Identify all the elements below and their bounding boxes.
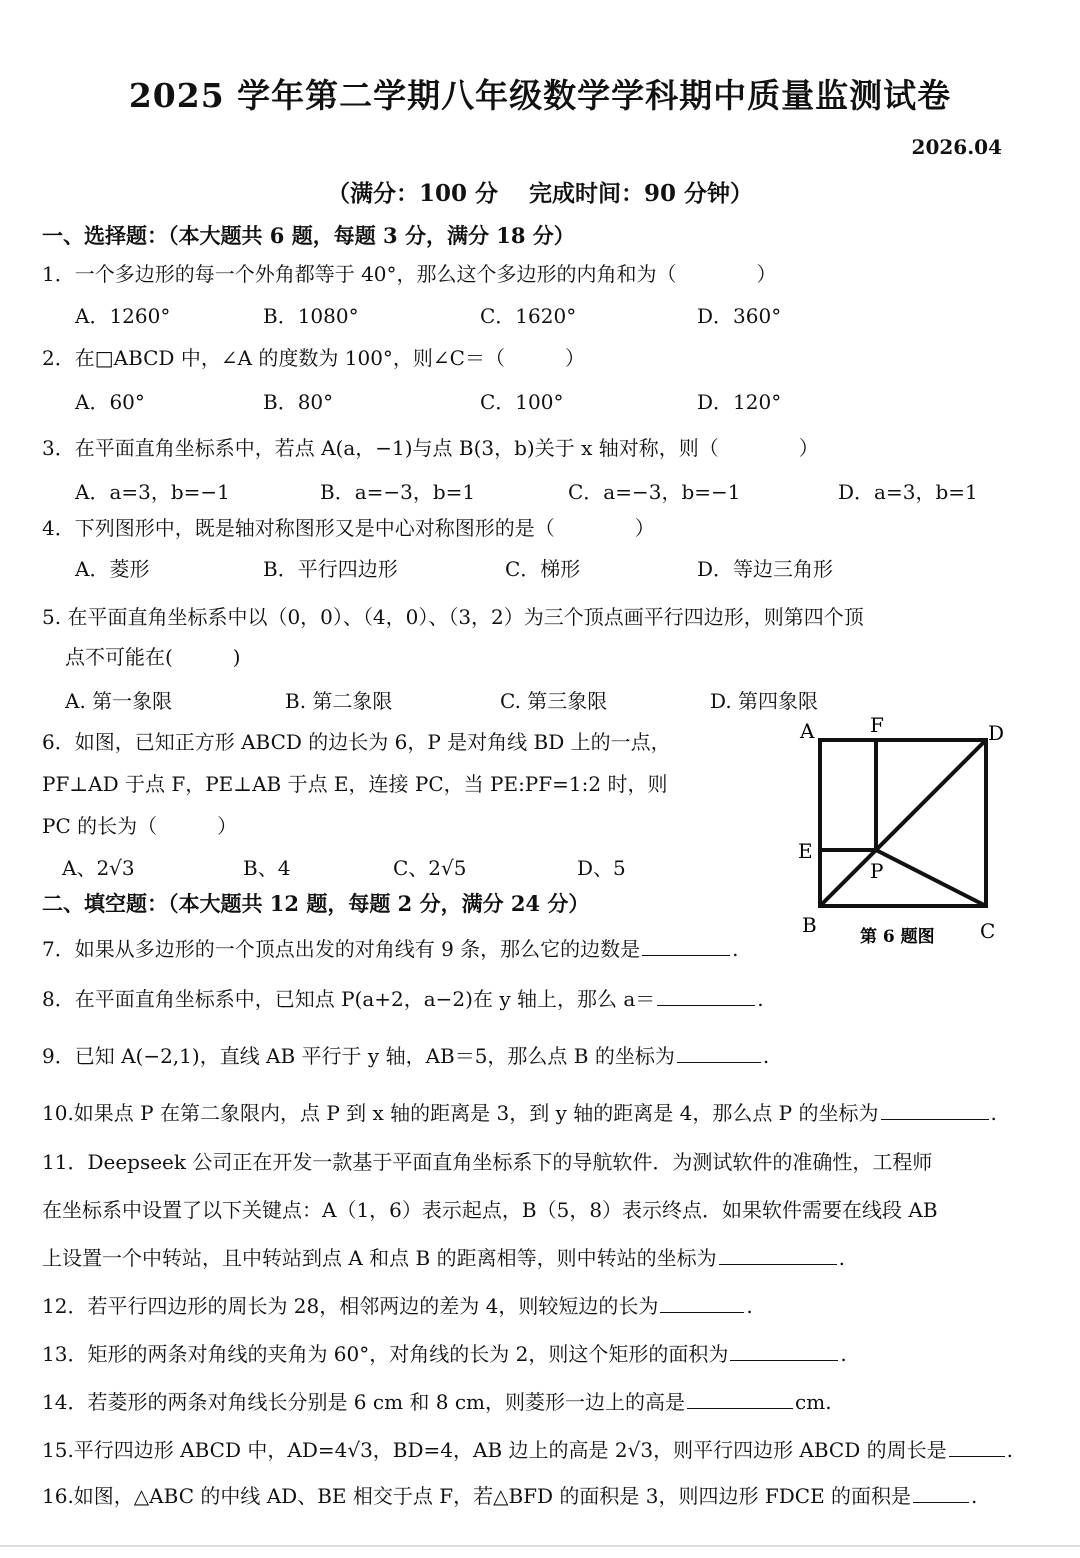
question-12-text: 12．若平行四边形的周长为 28，相邻两边的差为 4，则较短边的长为 bbox=[42, 1294, 659, 1318]
question-10 bbox=[42, 1097, 997, 1126]
answer-blank-8[interactable] bbox=[657, 985, 755, 1006]
q3-option-a: A．a=3，b=−1 bbox=[75, 480, 230, 504]
answer-blank-15[interactable] bbox=[949, 1436, 1005, 1457]
question-5-line-2: 点不可能在( ) bbox=[65, 645, 241, 669]
question-6-line-2: PF⊥AD 于点 F，PE⊥AB 于点 E，连接 PC，当 PE:PF=1:2 时，则 bbox=[42, 772, 668, 796]
section-2-heading: 二、填空题：（本大题共 12 题，每题 2 分，满分 24 分） bbox=[42, 891, 590, 916]
answer-blank-7[interactable] bbox=[642, 935, 730, 956]
end-mark: . bbox=[840, 1342, 847, 1366]
question-13 bbox=[42, 1338, 847, 1367]
end-mark: . bbox=[746, 1294, 753, 1318]
q2-option-c: C．100° bbox=[480, 390, 564, 414]
label-e: E bbox=[798, 839, 813, 863]
end-mark: . bbox=[990, 1101, 997, 1125]
page-edge-line bbox=[0, 1545, 1080, 1547]
question-8 bbox=[42, 983, 764, 1012]
q4-option-c: C．梯形 bbox=[505, 557, 581, 581]
question-6-line-3: PC 的长为（ ） bbox=[42, 814, 238, 838]
q4-option-d: D．等边三角形 bbox=[697, 557, 834, 581]
answer-blank-14[interactable] bbox=[687, 1388, 793, 1409]
exam-title: 2025 学年第二学期八年级数学学科期中质量监测试卷 bbox=[128, 76, 952, 115]
exam-date: 2026.04 bbox=[911, 135, 1002, 159]
answer-blank-10[interactable] bbox=[881, 1099, 989, 1120]
q1-option-b: B．1080° bbox=[263, 304, 359, 328]
question-15 bbox=[42, 1434, 1013, 1463]
question-4: 4．下列图形中，既是轴对称图形又是中心对称图形的是（ ） bbox=[42, 516, 655, 540]
q5-option-b: B. 第二象限 bbox=[285, 689, 393, 713]
question-6-line-1: 6．如图，已知正方形 ABCD 的边长为 6，P 是对角线 BD 上的一点， bbox=[42, 730, 671, 754]
question-14-text: 14．若菱形的两条对角线长分别是 6 cm 和 8 cm，则菱形一边上的高是 bbox=[42, 1390, 686, 1414]
question-12 bbox=[42, 1290, 753, 1319]
question-10-text: 10.如果点 P 在第二象限内，点 P 到 x 轴的距离是 3，到 y 轴的距离是 4，那么点 P 的坐标为 bbox=[42, 1101, 879, 1125]
q6-option-a: A、2√3 bbox=[62, 856, 135, 880]
question-13-text: 13．矩形的两条对角线的夹角为 60°，对角线的长为 2，则这个矩形的面积为 bbox=[42, 1342, 729, 1366]
q1-option-a: A．1260° bbox=[75, 304, 171, 328]
answer-blank-11[interactable] bbox=[719, 1244, 837, 1265]
question-15-text: 15.平行四边形 ABCD 中，AD=4√3，BD=4，AB 边上的高是 2√3，则平行四边形 ABCD 的周长是 bbox=[42, 1438, 947, 1462]
question-6-figure bbox=[790, 712, 1030, 962]
figure-caption: 第 6 题图 bbox=[860, 927, 935, 947]
q2-option-d: D．120° bbox=[697, 390, 782, 414]
q3-option-d: D．a=3，b=1 bbox=[838, 480, 978, 504]
question-9 bbox=[42, 1040, 769, 1069]
question-7-text: 7．如果从多边形的一个顶点出发的对角线有 9 条，那么它的边数是 bbox=[42, 937, 641, 961]
question-3: 3．在平面直角坐标系中，若点 A(a，−1)与点 B(3，b)关于 x 轴对称，则（ ） bbox=[42, 436, 819, 460]
q2-option-a: A．60° bbox=[75, 390, 145, 414]
answer-blank-13[interactable] bbox=[730, 1340, 838, 1361]
label-c: C bbox=[980, 919, 996, 943]
unit-cm: cm. bbox=[795, 1390, 832, 1414]
segment-pc bbox=[876, 850, 986, 906]
end-mark: . bbox=[838, 1246, 845, 1270]
q6-option-b: B、4 bbox=[243, 856, 291, 880]
end-mark: . bbox=[1006, 1438, 1013, 1462]
question-11-text: 上设置一个中转站，且中转站到点 A 和点 B 的距离相等，则中转站的坐标为 bbox=[42, 1246, 717, 1270]
diagonal-bd bbox=[820, 740, 986, 906]
label-b: B bbox=[802, 913, 817, 937]
q1-option-d: D．360° bbox=[697, 304, 782, 328]
q3-option-c: C．a=−3，b=−1 bbox=[568, 480, 741, 504]
end-mark: . bbox=[762, 1044, 770, 1068]
label-f: F bbox=[870, 713, 884, 737]
label-d: D bbox=[988, 721, 1005, 745]
question-16 bbox=[42, 1480, 977, 1509]
question-5-line-1: 5. 在平面直角坐标系中以（0，0）、（4，0）、（3，2）为三个顶点画平行四边形，则第四个顶 bbox=[42, 605, 864, 629]
section-1-heading: 一、选择题：（本大题共 6 题，每题 3 分，满分 18 分） bbox=[42, 223, 575, 248]
label-a: A bbox=[800, 719, 815, 743]
q6-option-d: D、5 bbox=[577, 856, 626, 880]
q4-option-b: B．平行四边形 bbox=[263, 557, 398, 581]
end-mark: . bbox=[732, 937, 739, 961]
q5-option-a: A. 第一象限 bbox=[65, 689, 173, 713]
end-mark: . bbox=[757, 987, 764, 1011]
answer-blank-9[interactable] bbox=[677, 1042, 761, 1063]
q3-option-b: B．a=−3，b=1 bbox=[320, 480, 476, 504]
question-11-line-3 bbox=[42, 1242, 845, 1271]
score-time-info: （满分：100 分 完成时间：90 分钟） bbox=[326, 180, 754, 207]
answer-blank-12[interactable] bbox=[660, 1292, 744, 1313]
question-8-text: 8．在平面直角坐标系中，已知点 P(a+2，a−2)在 y 轴上，那么 a＝ bbox=[42, 987, 656, 1011]
question-11-line-2: 在坐标系中设置了以下关键点：A（1，6）表示起点，B（5，8）表示终点．如果软件需要在线段 AB bbox=[42, 1198, 938, 1222]
question-14 bbox=[42, 1386, 832, 1415]
q6-option-c: C、2√5 bbox=[393, 856, 467, 880]
end-mark: . bbox=[971, 1484, 978, 1508]
q2-option-b: B．80° bbox=[263, 390, 334, 414]
question-1: 1．一个多边形的每一个外角都等于 40°，那么这个多边形的内角和为（ ） bbox=[42, 262, 777, 286]
square-figure-svg bbox=[790, 712, 1030, 962]
answer-blank-16[interactable] bbox=[913, 1482, 969, 1503]
q1-option-c: C．1620° bbox=[480, 304, 577, 328]
question-16-text: 16.如图，△ABC 的中线 AD、BE 相交于点 F，若△BFD 的面积是 3，则四边形 FDCE 的面积是 bbox=[42, 1484, 912, 1508]
label-p: P bbox=[870, 859, 884, 883]
q4-option-a: A．菱形 bbox=[75, 557, 150, 581]
question-7 bbox=[42, 933, 739, 962]
question-2: 2．在□ABCD 中，∠A 的度数为 100°，则∠C＝（ ） bbox=[42, 346, 585, 370]
question-11-line-1: 11．Deepseek 公司正在开发一款基于平面直角坐标系下的导航软件．为测试软件的准确性，工程师 bbox=[42, 1150, 933, 1174]
question-9-text: 9．已知 A(−2,1)，直线 AB 平行于 y 轴，AB＝5，那么点 B 的坐标为 bbox=[42, 1044, 675, 1068]
q5-option-c: C. 第三象限 bbox=[500, 689, 608, 713]
q5-option-d: D. 第四象限 bbox=[710, 689, 819, 713]
